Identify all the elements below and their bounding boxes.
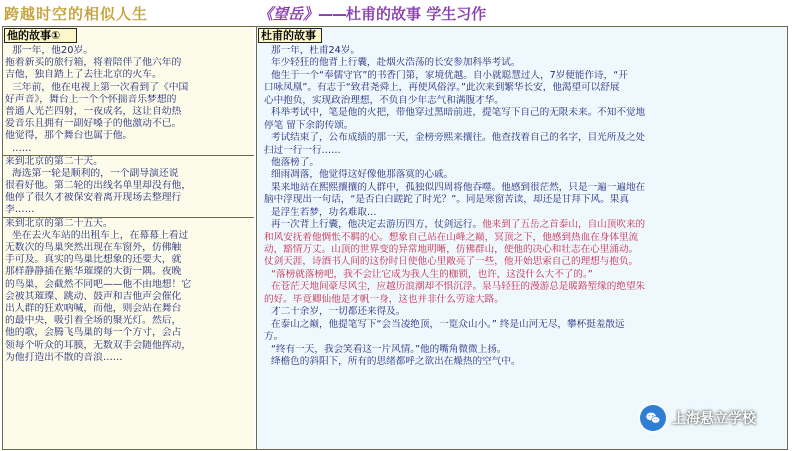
left-text-line: 爱音乐且拥有一副好嗓子的他激动不已。 bbox=[5, 118, 182, 130]
left-text-line: 手可及。真实的鸟巢比想象的还要大，就 bbox=[5, 254, 182, 266]
left-text-line: 好声音》，舞台上一个个怀揣音乐梦想的 bbox=[5, 93, 177, 105]
right-text-line: 仗剑天涯，诗酒书人间的这份时日使他心里敞亮了一些，他开始思索自己的理想与抱负。 bbox=[264, 256, 639, 268]
right-text-line: 的好。毕竟卿仙他是才帆一身，这也并非什么劳途大路。 bbox=[264, 293, 504, 305]
right-text-line: 口咏凤凰”。有志于“致君尧舜上，再使风俗淳。”此次来到繁华长安，他渴望可以舒展 bbox=[264, 82, 620, 94]
title-bar bbox=[0, 0, 792, 26]
left-text-line: 坐在去火车站的出租车上，在幕幕上看过 bbox=[12, 229, 189, 241]
right-text-line: 扫过一行一行…… bbox=[264, 144, 341, 156]
left-text-line: 无数次的鸟巢突然出现在车窗外，仿佛触 bbox=[5, 242, 182, 253]
left-text bbox=[3, 45, 254, 364]
right-text-line: 他落榜了。 bbox=[271, 156, 319, 168]
wechat-icon bbox=[640, 405, 666, 431]
left-text-line: 普通人光芒四射，一夜成名，这让自幼热 bbox=[5, 105, 182, 117]
left-text-line: 出人群的狂欢吶喊，而他，则会站在舞台 bbox=[5, 302, 182, 314]
left-text-line: 李…… bbox=[5, 204, 35, 216]
right-text-line: 在泰山之巅，他提笔写下“会当凌绝顶，一览众山小。” 终是山河无尽，攀杯挺羞散远 bbox=[271, 318, 625, 330]
left-text-line: 拖着新买的旅行箱，将着陪伴了他六年的 bbox=[5, 57, 182, 69]
center-title bbox=[258, 3, 486, 24]
left-text-line: 他的歌，会腾飞鸟巢的每一个方寸，会占 bbox=[5, 327, 182, 339]
right-text-line: 考试结束了，公布成绩的那一天，金榜旁熙来攘往。他查找着自己的名字，目光所及之处 bbox=[271, 132, 646, 144]
left-text-line: 来到北京的第二十天。 bbox=[3, 155, 254, 168]
left-text-line: 很看好他。第二轮的出线名单里却没有他， bbox=[5, 180, 192, 192]
right-text-line-part-red: 他来到了五岳之首泰山，自山顶吹来的 bbox=[482, 219, 646, 231]
left-text-line: 吉他，独自踏上了去往北京的火车。 bbox=[5, 69, 162, 81]
right-text bbox=[257, 45, 787, 368]
left-text-line: 三年前，他在电视上第一次看到了《中国 bbox=[12, 81, 189, 93]
left-column bbox=[3, 27, 254, 449]
right-text-line-part: 再一次背上行囊，他决定去游历四方，仗剑远行。 bbox=[271, 219, 483, 231]
right-text-line: 在苍茫天地间豪尽风尘，应越历浪潮却不惧沉浮。泉马轻狂的漫游总是暖路堑缘的绝望朱 bbox=[271, 281, 646, 293]
right-text-line: “终有一天，我会笑看这一片风情。”他的嘴角微微上扬。 bbox=[271, 343, 507, 355]
right-text-line: 年少轻狂的他背上行囊，赴烟火浩荡的长安参加科举考试。 bbox=[271, 57, 521, 69]
left-text-line: 那样静静插在紫华璀璨的大街一隅。夜晚 bbox=[5, 266, 182, 278]
right-text-line: 心中抱负，实现政治理想，不负自少年志气和满腹才华。 bbox=[264, 94, 504, 106]
title-subtitle: 杜甫的故事 学生习作 bbox=[346, 5, 487, 23]
right-text-line: 他生于一个“奉儒守官”的书香门第，家境优越。自小就聪慧过人，7岁便能作诗，“开 bbox=[271, 69, 628, 81]
right-text-line: 方。 bbox=[264, 331, 284, 343]
right-heading: 杜甫的故事 bbox=[258, 28, 322, 43]
left-heading: 他的故事① bbox=[4, 28, 77, 43]
left-text-line: 那一年，他20岁。 bbox=[12, 45, 94, 56]
right-text-line: 果来地站在熙熙攘攘的人群中，孤独似四周将他吞噬。他感到很茫然，只是一遍一遍地在 bbox=[271, 181, 646, 193]
left-text-line: 的最中央，吸引着全场的聚光灯。然后， bbox=[5, 315, 182, 327]
right-text-line: 科举考试中，笔是他的火把，带他穿过黑暗前进，提笔写下自己的无限未来。不知不觉地 bbox=[271, 107, 646, 119]
left-text-line: …… bbox=[12, 142, 32, 154]
left-text-line: 他觉得，那个舞台也属于他。 bbox=[5, 130, 133, 142]
right-text-line: 停笔 留下余韵传颂。 bbox=[264, 119, 354, 131]
watermark-text: 上海悬立学校 bbox=[672, 411, 756, 427]
right-text-line: 细雨凋落，他觉得这好像他那落寞的心戚。 bbox=[271, 169, 454, 181]
left-text-line: 来到北京的第二十五天。 bbox=[3, 217, 254, 230]
left-text-line: 会被其璀璨、跳动、鼓声和吉他声会催化 bbox=[5, 290, 182, 302]
right-text-line bbox=[257, 219, 787, 231]
right-text-line: 才二十余岁，一切都还来得及。 bbox=[271, 306, 406, 318]
title-dash: —— bbox=[318, 5, 347, 23]
left-text-line: 的鸟巢，会截然不同吧——他不由地想！它 bbox=[5, 278, 192, 290]
right-text-line: 是浮生若梦，功名难取… bbox=[271, 206, 377, 218]
right-text-line: 那一年，杜甫24岁。 bbox=[271, 45, 360, 56]
left-text-line: 海选第一轮是顺利的，一个副导演还说 bbox=[12, 167, 179, 179]
left-text-line: 领每个听众的耳膜，无数双手会随他挥动， bbox=[5, 339, 192, 351]
watermark-logo bbox=[640, 398, 790, 438]
poem-title: 《望岳》 bbox=[258, 5, 319, 23]
left-text-line: 他停了很久才被保安着离开现场去整理行 bbox=[5, 192, 182, 204]
left-title: 跨越时空的相似人生 bbox=[4, 5, 149, 23]
left-text-line: 为他打造出不散的音浪…… bbox=[5, 351, 123, 363]
right-text-line: “落榜就落榜吧，我不会让它成为我人生的枷锁，也许，这没什么大不了的。” bbox=[271, 268, 593, 280]
right-text-line: 和风安抚着他惆怅不羁的心。想象自己站在山峰之巅，冥顶之下，他感到热血在身体里流 bbox=[264, 231, 639, 243]
right-text-line: 动，豁情万丈。山顶的世界变的异常地明晰，仿佛群山，使他的决心和壮志在心里涌动。 bbox=[264, 244, 639, 255]
right-column bbox=[256, 27, 787, 449]
right-text-line: 绛檐色的斜阳下，所有的思绪都呼之欲出在燥热的空气中。 bbox=[271, 355, 521, 367]
right-text-line: 脑中浮现出一句话，“是否白白蹉跎了时光？”。同是寒窗苦读，却还是甘拜下风。果真 bbox=[264, 194, 629, 206]
